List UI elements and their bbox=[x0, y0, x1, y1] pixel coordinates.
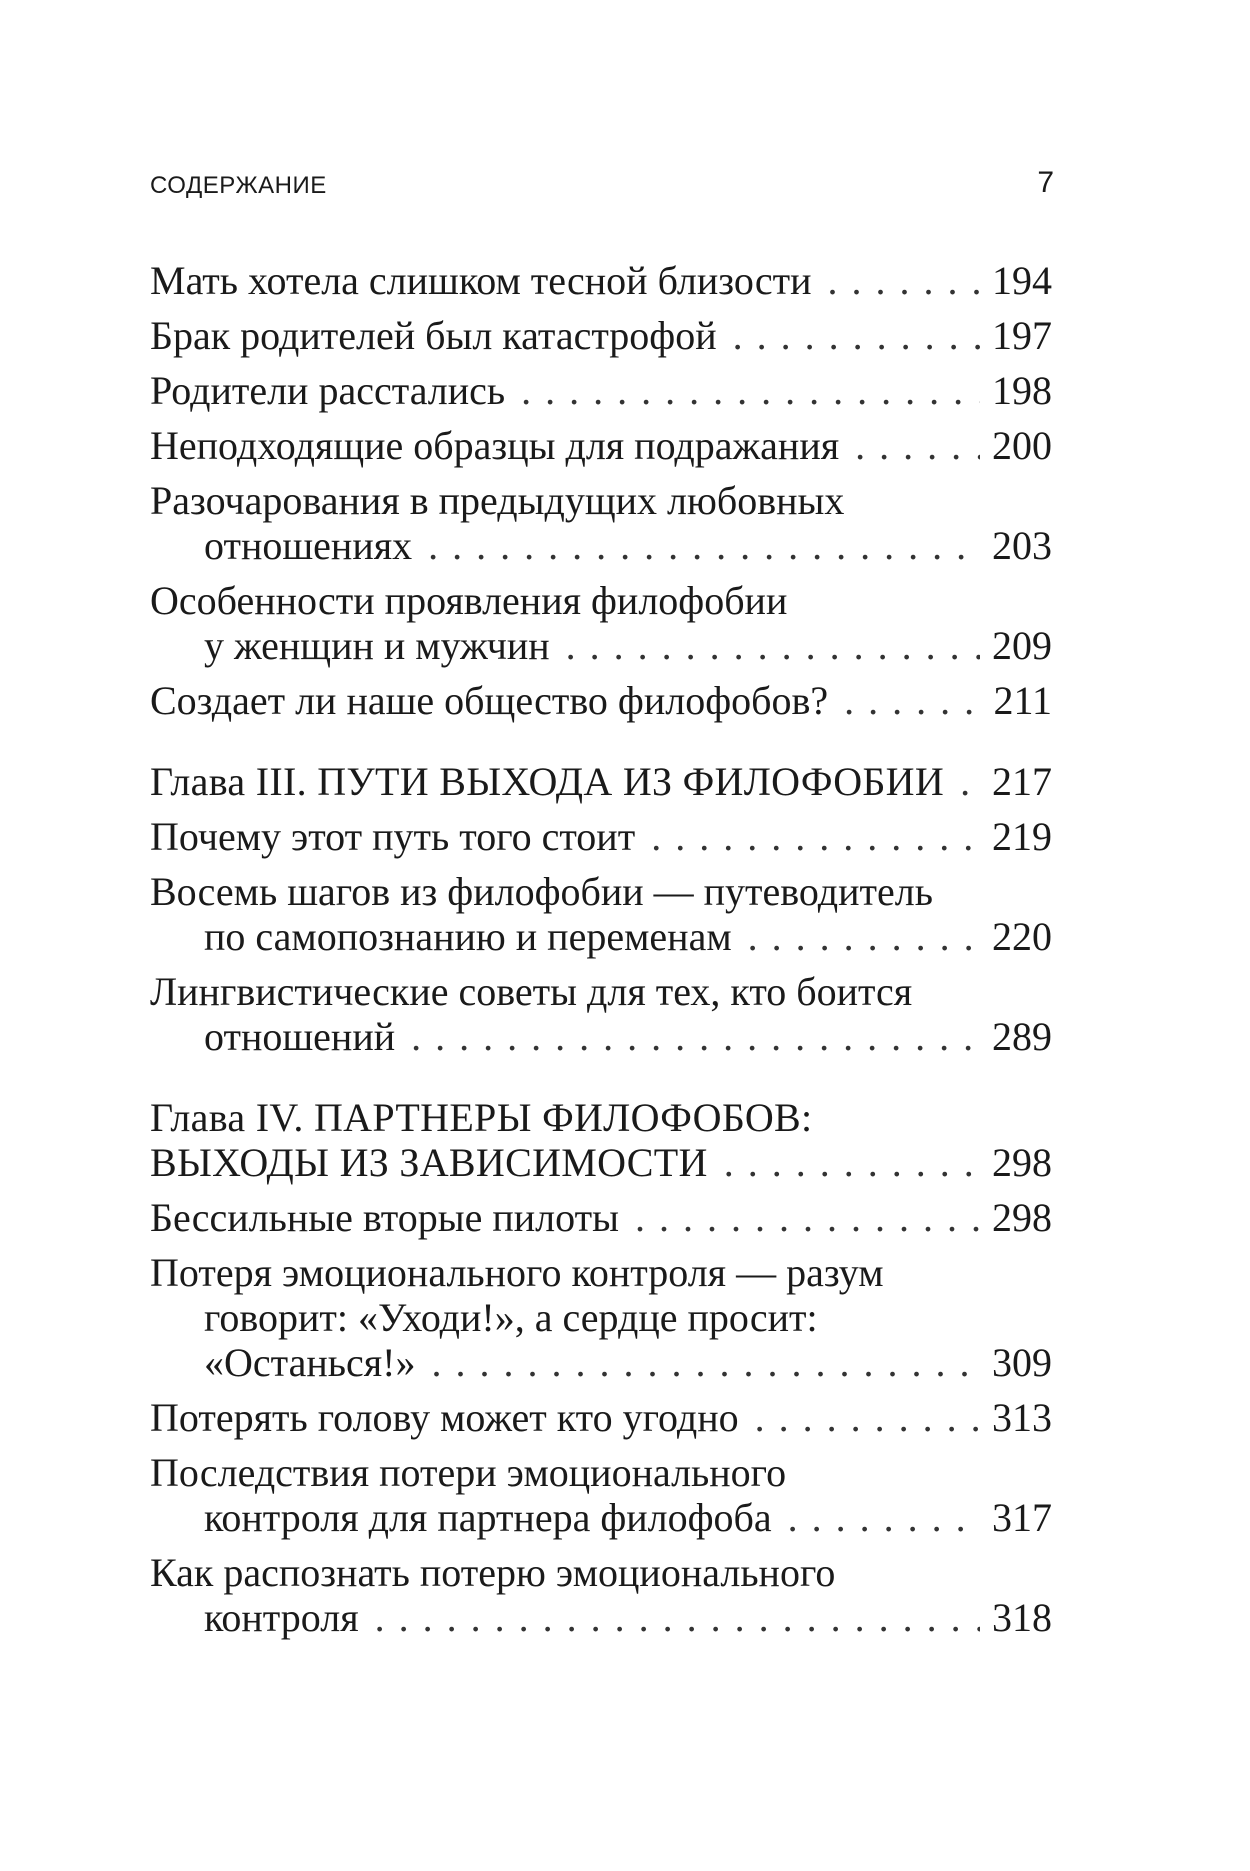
toc-entry[interactable] bbox=[150, 678, 1052, 723]
toc-chapter-3[interactable] bbox=[150, 759, 1052, 804]
toc-entry[interactable] bbox=[150, 578, 1052, 668]
toc-entry-title: Создает ли наше общество филофобов? bbox=[150, 678, 829, 723]
toc-entry-page: 318 bbox=[992, 1595, 1052, 1640]
chapter-title-line2: ВЫХОДЫ ИЗ ЗАВИСИМОСТИ bbox=[150, 1140, 708, 1185]
toc-entry-title-line1: Последствия потери эмоционального bbox=[150, 1450, 787, 1495]
toc-entry-title-line1: Потеря эмоционального контроля — разум bbox=[150, 1250, 884, 1295]
toc-entry-title-line1: Лингвистические советы для тех, кто боится bbox=[150, 969, 913, 1014]
toc-entry[interactable] bbox=[150, 368, 1052, 413]
toc-entry[interactable] bbox=[150, 1550, 1052, 1640]
toc-entry-title-line2: говорит: «Уходи!», а сердце просит: bbox=[204, 1295, 818, 1340]
toc-entry[interactable] bbox=[150, 478, 1052, 568]
dot-leader bbox=[635, 1195, 980, 1240]
running-head: СОДЕРЖАНИЕ bbox=[150, 172, 327, 199]
toc-entry[interactable] bbox=[150, 969, 1052, 1059]
toc-entry-title-line1: Особенности проявления филофобии bbox=[150, 578, 788, 623]
toc-entry-title-line1: Как распознать потерю эмоционального bbox=[150, 1550, 836, 1595]
dot-leader bbox=[748, 914, 980, 959]
dot-leader bbox=[411, 1014, 980, 1059]
chapter-page: 217 bbox=[992, 759, 1052, 804]
toc-entry-title: Родители расстались bbox=[150, 368, 506, 413]
toc-entry-page: 220 bbox=[992, 914, 1052, 959]
toc-entry-page: 309 bbox=[992, 1340, 1052, 1385]
toc-entry-title-line3: «Останься!» bbox=[204, 1340, 416, 1385]
toc-entry-title-line2: по самопознанию и переменам bbox=[204, 914, 732, 959]
dot-leader bbox=[375, 1595, 980, 1640]
toc-entry-title-line2: отношениях bbox=[204, 523, 413, 568]
chapter-page: 298 bbox=[992, 1140, 1052, 1185]
chapter-title-line1: Глава IV. ПАРТНЕРЫ ФИЛОФОБОВ: bbox=[150, 1095, 813, 1140]
toc-entry-page: 194 bbox=[992, 258, 1052, 303]
dot-leader bbox=[566, 623, 980, 668]
toc-entry-page: 200 bbox=[992, 423, 1052, 468]
chapter-title: Глава III. ПУТИ ВЫХОДА ИЗ ФИЛОФОБИИ bbox=[150, 759, 945, 804]
toc-entry-page: 203 bbox=[992, 523, 1052, 568]
dot-leader bbox=[521, 368, 980, 413]
table-of-contents bbox=[150, 258, 1052, 1650]
toc-entry[interactable] bbox=[150, 1195, 1052, 1240]
toc-entry-page: 219 bbox=[992, 814, 1052, 859]
toc-entry-page: 198 bbox=[992, 368, 1052, 413]
toc-entry-page: 289 bbox=[992, 1014, 1052, 1059]
page-number: 7 bbox=[1037, 166, 1054, 199]
toc-entry-title: Мать хотела слишком тесной близости bbox=[150, 258, 812, 303]
toc-entry-title-line2: отношений bbox=[204, 1014, 396, 1059]
dot-leader bbox=[788, 1495, 980, 1540]
toc-entry-title: Бессильные вторые пилоты bbox=[150, 1195, 619, 1240]
toc-entry[interactable] bbox=[150, 313, 1052, 358]
toc-entry-title: Неподходящие образцы для подражания bbox=[150, 423, 840, 468]
dot-leader bbox=[960, 759, 980, 804]
toc-entry-title-line1: Разочарования в предыдущих любовных bbox=[150, 478, 845, 523]
toc-entry-page: 211 bbox=[993, 678, 1052, 723]
toc-entry[interactable] bbox=[150, 1450, 1052, 1540]
toc-entry-title-line2: контроля bbox=[204, 1595, 359, 1640]
dot-leader bbox=[844, 678, 981, 723]
toc-entry[interactable] bbox=[150, 869, 1052, 959]
toc-entry[interactable] bbox=[150, 1395, 1052, 1440]
dot-leader bbox=[428, 523, 980, 568]
toc-entry[interactable] bbox=[150, 814, 1052, 859]
toc-entry-title: Потерять голову может кто угодно bbox=[150, 1395, 739, 1440]
toc-entry-title-line1: Восемь шагов из филофобии — путеводитель bbox=[150, 869, 933, 914]
toc-chapter-4[interactable] bbox=[150, 1095, 1052, 1185]
dot-leader bbox=[855, 423, 980, 468]
toc-entry[interactable] bbox=[150, 258, 1052, 303]
toc-entry[interactable] bbox=[150, 423, 1052, 468]
dot-leader bbox=[431, 1340, 980, 1385]
dot-leader bbox=[755, 1395, 980, 1440]
dot-leader bbox=[733, 313, 980, 358]
dot-leader bbox=[724, 1140, 980, 1185]
dot-leader bbox=[828, 258, 980, 303]
toc-entry-title-line2: у женщин и мужчин bbox=[204, 623, 550, 668]
dot-leader bbox=[651, 814, 980, 859]
toc-entry-title-line2: контроля для партнера филофоба bbox=[204, 1495, 772, 1540]
toc-entry-page: 313 bbox=[992, 1395, 1052, 1440]
toc-entry-page: 298 bbox=[992, 1195, 1052, 1240]
toc-entry[interactable] bbox=[150, 1250, 1052, 1385]
toc-entry-title: Брак родителей был катастрофой bbox=[150, 313, 717, 358]
toc-entry-title: Почему этот путь того стоит bbox=[150, 814, 636, 859]
toc-entry-page: 317 bbox=[992, 1495, 1052, 1540]
toc-entry-page: 197 bbox=[992, 313, 1052, 358]
toc-entry-page: 209 bbox=[992, 623, 1052, 668]
